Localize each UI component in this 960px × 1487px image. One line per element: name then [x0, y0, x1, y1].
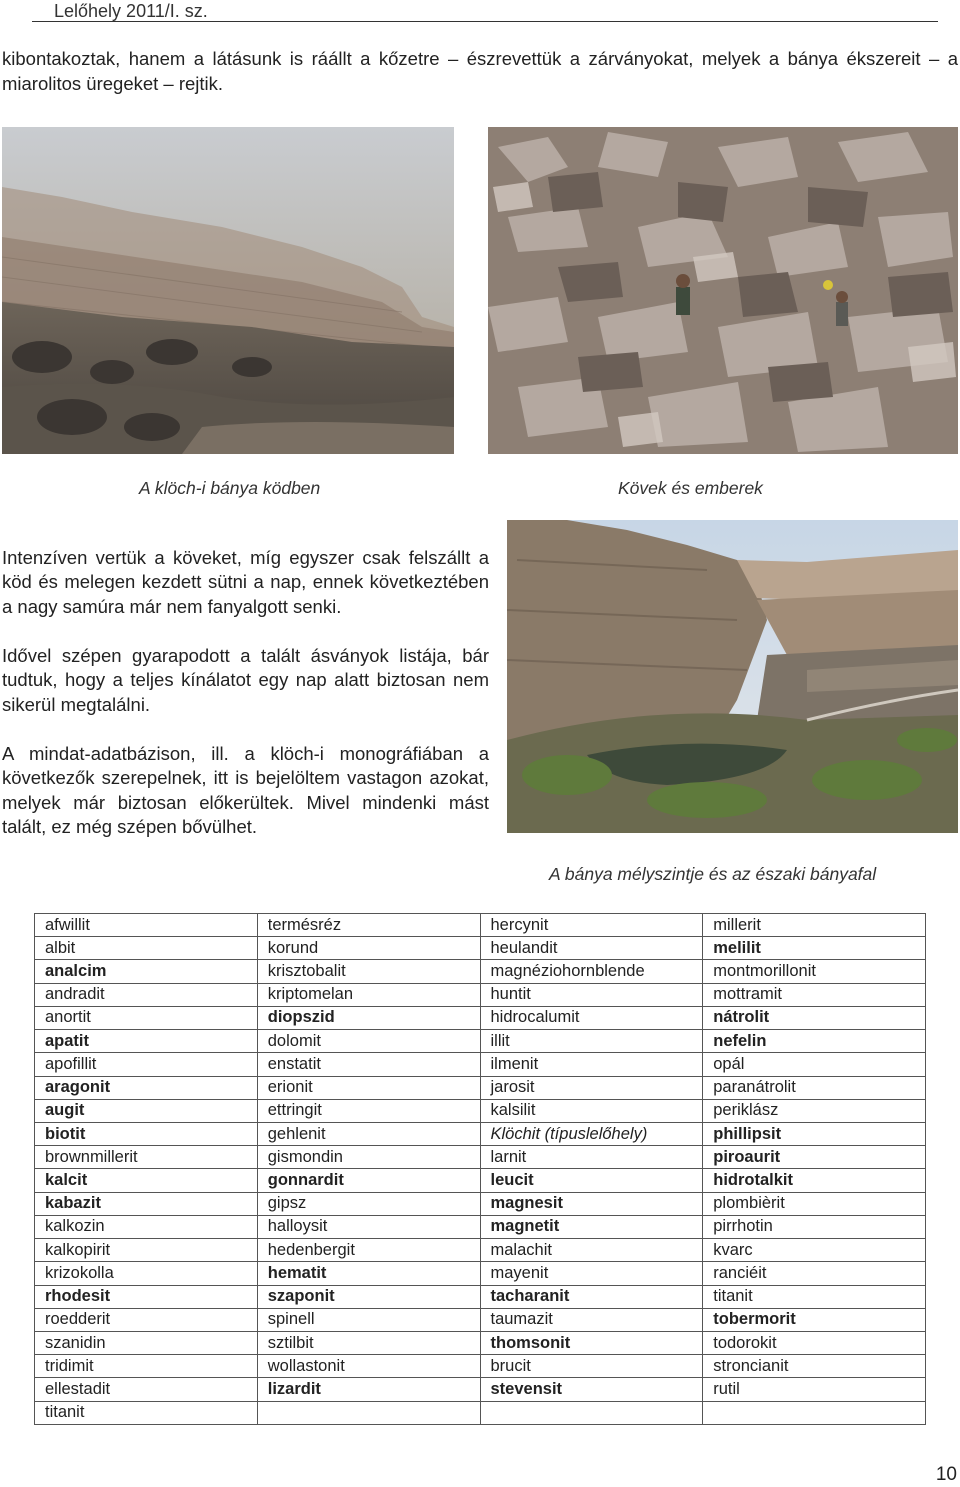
table-row: [35, 1122, 926, 1145]
mineral-cell: apatit: [35, 1030, 258, 1053]
mineral-cell: nefelin: [703, 1030, 926, 1053]
mineral-cell: kvarc: [703, 1239, 926, 1262]
photo3-caption: A bánya mélyszintje és az északi bányafal: [549, 864, 877, 884]
mineral-cell: tobermorit: [703, 1308, 926, 1331]
mineral-cell: hematit: [257, 1262, 480, 1285]
table-row: [35, 1331, 926, 1354]
mineral-cell: mottramit: [703, 983, 926, 1006]
mineral-cell: Klöchit (típuslelőhely): [480, 1122, 703, 1145]
mineral-cell: tacharanit: [480, 1285, 703, 1308]
table-row: [35, 1262, 926, 1285]
mineral-cell: nátrolit: [703, 1006, 926, 1029]
table-row: [35, 914, 926, 937]
mineral-cell: korund: [257, 937, 480, 960]
mineral-cell: opál: [703, 1053, 926, 1076]
mineral-cell: afwillit: [35, 914, 258, 937]
mineral-cell: szaponit: [257, 1285, 480, 1308]
table-row: [35, 983, 926, 1006]
mineral-cell: ettringit: [257, 1099, 480, 1122]
mineral-cell: ellestadit: [35, 1378, 258, 1401]
mineral-cell: taumazit: [480, 1308, 703, 1331]
table-row: [35, 1378, 926, 1401]
mineral-cell: diopszid: [257, 1006, 480, 1029]
mineral-cell: huntit: [480, 983, 703, 1006]
mineral-cell: krizokolla: [35, 1262, 258, 1285]
mineral-cell: pirrhotin: [703, 1215, 926, 1238]
mineral-cell: todorokit: [703, 1331, 926, 1354]
mineral-cell: rutil: [703, 1378, 926, 1401]
mineral-cell: thomsonit: [480, 1331, 703, 1354]
mineral-cell: malachit: [480, 1239, 703, 1262]
mineral-cell: larnit: [480, 1146, 703, 1169]
mineral-cell: hidrotalkit: [703, 1169, 926, 1192]
mineral-cell: [480, 1401, 703, 1424]
table-row: [35, 1285, 926, 1308]
mineral-cell: millerit: [703, 914, 926, 937]
table-row: [35, 960, 926, 983]
mineral-cell: magnesit: [480, 1192, 703, 1215]
mineral-cell: leucit: [480, 1169, 703, 1192]
mineral-cell: titanit: [35, 1401, 258, 1424]
mineral-cell: ranciéit: [703, 1262, 926, 1285]
mineral-cell: phillipsit: [703, 1122, 926, 1145]
table-row: [35, 1192, 926, 1215]
mineral-cell: [703, 1401, 926, 1424]
mineral-cell: magnéziohornblende: [480, 960, 703, 983]
mineral-cell: periklász: [703, 1099, 926, 1122]
mineral-cell: wollastonit: [257, 1355, 480, 1378]
mineral-cell: rhodesit: [35, 1285, 258, 1308]
mineral-cell: dolomit: [257, 1030, 480, 1053]
mineral-cell: hedenbergit: [257, 1239, 480, 1262]
table-row: [35, 1308, 926, 1331]
mineral-cell: erionit: [257, 1076, 480, 1099]
mineral-cell: krisztobalit: [257, 960, 480, 983]
mineral-cell: [257, 1401, 480, 1424]
mineral-cell: hercynit: [480, 914, 703, 937]
mineral-cell: gehlenit: [257, 1122, 480, 1145]
mineral-cell: magnetit: [480, 1215, 703, 1238]
person-figure-1: [676, 274, 690, 315]
mineral-cell: albit: [35, 937, 258, 960]
table-row: [35, 1006, 926, 1029]
mineral-cell: ilmenit: [480, 1053, 703, 1076]
table-row: [35, 937, 926, 960]
mineral-cell: kalcit: [35, 1169, 258, 1192]
quarry-fog-photo: [2, 127, 454, 454]
mineral-table-body: [35, 914, 926, 1425]
mineral-cell: augit: [35, 1099, 258, 1122]
mineral-cell: anortit: [35, 1006, 258, 1029]
paragraph-database: A mindat-adatbázison, ill. a klöch-i monográfiában a következők szerepelnek, itt is bejelöltem vastagon azokat, melyek már biztosan előkerültek. Mivel mindenki mást talált, ez még szépen bővülhet.: [2, 743, 489, 837]
mineral-cell: aragonit: [35, 1076, 258, 1099]
mineral-cell: tridimit: [35, 1355, 258, 1378]
header-title: Lelőhely 2011/I. sz.: [54, 1, 208, 21]
table-row: [35, 1215, 926, 1238]
mineral-cell: sztilbit: [257, 1331, 480, 1354]
photo1-caption: A klöch-i bánya ködben: [139, 478, 321, 498]
table-row: [35, 1030, 926, 1053]
mineral-cell: stevensit: [480, 1378, 703, 1401]
mineral-cell: illit: [480, 1030, 703, 1053]
mineral-cell: melilit: [703, 937, 926, 960]
intro-paragraph: kibontakoztak, hanem a látásunk is ráállt a kőzetre – észrevettük a zárványokat, melyek a bánya ékszereit – a miarolitos üregeket – rejtik.: [2, 48, 958, 94]
photo2-caption: Kövek és emberek: [618, 478, 763, 498]
mineral-cell: szanidin: [35, 1331, 258, 1354]
quarry-deep-level-photo: [507, 520, 958, 833]
mineral-cell: roedderit: [35, 1308, 258, 1331]
paragraph-fog: Intenzíven vertük a köveket, míg egyszer csak felszállt a köd és melegen kezdett sütni a nap, ennek következtében a nagy samúra már nem fanyalgott senki.: [2, 547, 489, 617]
mineral-cell: kriptomelan: [257, 983, 480, 1006]
table-row: [35, 1053, 926, 1076]
mineral-cell: hidrocalumit: [480, 1006, 703, 1029]
mineral-cell: apofillit: [35, 1053, 258, 1076]
table-row: [35, 1146, 926, 1169]
mineral-cell: montmorillonit: [703, 960, 926, 983]
table-row: [35, 1239, 926, 1262]
table-row: [35, 1401, 926, 1424]
mineral-cell: gismondin: [257, 1146, 480, 1169]
mineral-cell: lizardit: [257, 1378, 480, 1401]
table-row: [35, 1355, 926, 1378]
mineral-cell: kabazit: [35, 1192, 258, 1215]
mineral-cell: kalsilit: [480, 1099, 703, 1122]
mineral-cell: enstatit: [257, 1053, 480, 1076]
paragraph-minerals-list: Idővel szépen gyarapodott a talált ásványok listája, bár tudtuk, hogy a teljes kínálatot egy nap alatt biztosan nem sikerül megtalálni.: [2, 645, 489, 715]
mineral-cell: titanit: [703, 1285, 926, 1308]
mineral-cell: biotit: [35, 1122, 258, 1145]
mineral-cell: andradit: [35, 983, 258, 1006]
mineral-cell: plombièrit: [703, 1192, 926, 1215]
mineral-cell: stroncianit: [703, 1355, 926, 1378]
mineral-cell: piroaurit: [703, 1146, 926, 1169]
table-row: [35, 1076, 926, 1099]
page-header: [32, 2, 938, 22]
mineral-cell: brucit: [480, 1355, 703, 1378]
mineral-cell: gonnardit: [257, 1169, 480, 1192]
page-number: 10: [935, 1464, 957, 1485]
mineral-cell: paranátrolit: [703, 1076, 926, 1099]
mineral-cell: spinell: [257, 1308, 480, 1331]
rocks-people-photo: [488, 127, 958, 454]
mineral-cell: analcim: [35, 960, 258, 983]
mineral-cell: heulandit: [480, 937, 703, 960]
table-row: [35, 1099, 926, 1122]
mineral-cell: kalkozin: [35, 1215, 258, 1238]
mineral-cell: termésréz: [257, 914, 480, 937]
table-row: [35, 1169, 926, 1192]
mineral-cell: jarosit: [480, 1076, 703, 1099]
mineral-cell: mayenit: [480, 1262, 703, 1285]
mineral-table: [34, 913, 926, 1425]
mineral-cell: brownmillerit: [35, 1146, 258, 1169]
mineral-cell: kalkopirit: [35, 1239, 258, 1262]
mineral-cell: halloysit: [257, 1215, 480, 1238]
mineral-cell: gipsz: [257, 1192, 480, 1215]
